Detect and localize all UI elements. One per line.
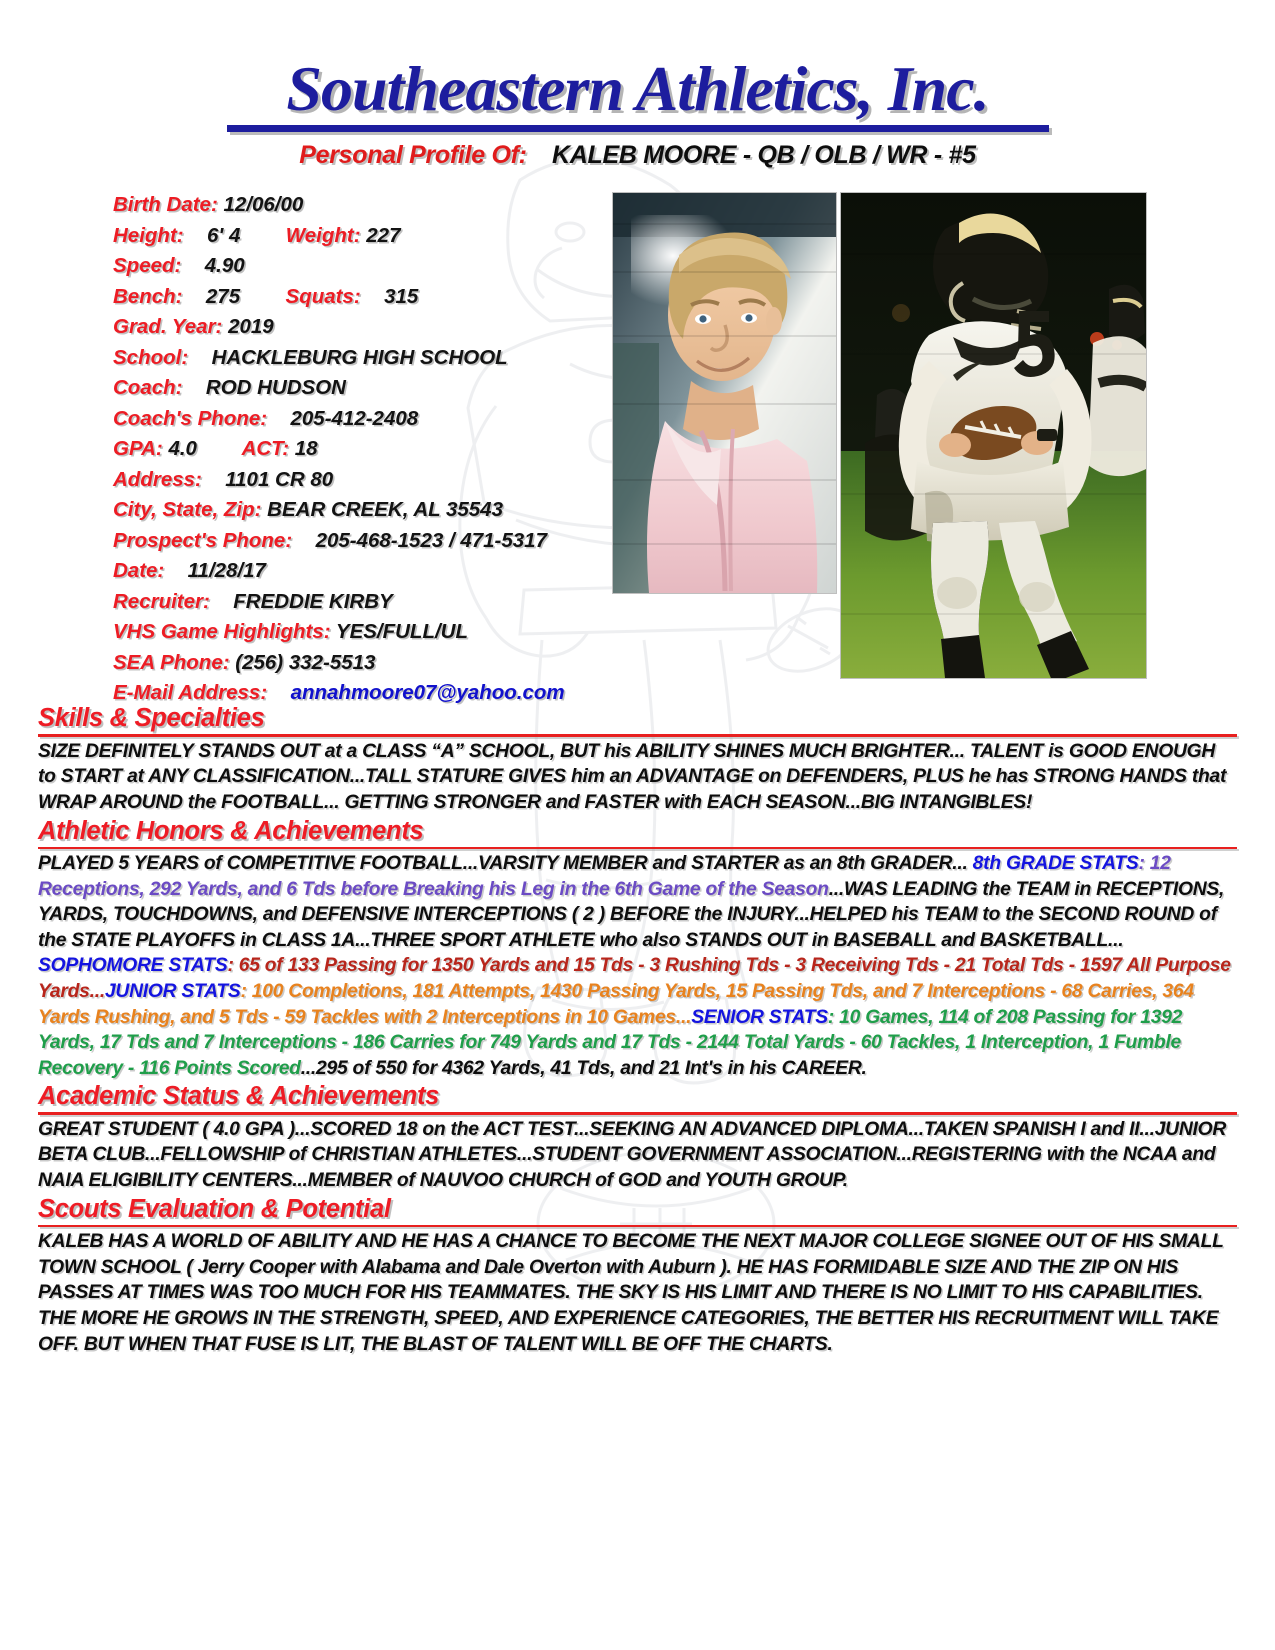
skills-section-rule bbox=[38, 734, 1237, 737]
grad-year-label: Grad. Year: bbox=[113, 315, 223, 339]
date-label: Date: bbox=[113, 559, 165, 583]
document-masthead bbox=[0, 0, 1275, 170]
prospect-phone-value: 205-468-1523 / 471-5317 bbox=[315, 528, 547, 552]
athletic-section-body bbox=[38, 851, 1237, 1081]
act-label: ACT: bbox=[241, 437, 290, 461]
profile-label: Personal Profile Of: bbox=[299, 141, 527, 170]
info-row-email bbox=[113, 678, 633, 709]
academic-paragraph: GREAT STUDENT ( 4.0 GPA )...SCORED 18 on the ACT TEST...SEEKING AN ADVANCED DIPLOMA...TAKEN SPANISH I and II...JUNIOR BETA CLUB...FELLOWSHIP of CHRISTIAN ATHLETES...STUDENT GOVERNMENT ASSOCIATION...REGISTERING with the NCAA and NAIA ELIGIBILITY CENTERS...MEMBER of NAUVOO CHURCH of GOD and YOUTH GROUP. bbox=[38, 1118, 1227, 1192]
info-row-vhs-highlights bbox=[113, 617, 633, 648]
eighth-grade-stats-tail: ...WAS LEADING the TEAM in RECEPTIONS, YARDS, TOUCHDOWNS, and DEFENSIVE INTERCEPTIONS ( 2 ) BEFORE the INJURY...HELPED his TEAM to the SECOND ROUND of the STATE PLAYOFFS in CLASS 1A...THREE SPORT ATHLETE who also STANDS OUT in BASEBALL and BASKETBALL... bbox=[38, 878, 1225, 951]
player-summary-area bbox=[0, 184, 1275, 705]
senior-stats-label: SENIOR STATS bbox=[691, 1006, 828, 1028]
info-row-speed bbox=[113, 251, 633, 282]
coach-label: Coach: bbox=[113, 376, 183, 400]
coach-phone-label: Coach's Phone: bbox=[113, 406, 268, 430]
squats-label: Squats: bbox=[285, 284, 361, 308]
info-row-sea-phone bbox=[113, 648, 633, 679]
info-row-height-weight bbox=[113, 221, 633, 252]
junior-stats-body: : 100 Completions, 181 Attempts, 1430 Passing Yards, 15 Passing Tds, and 7 Interceptions - 68 Carries, 364 Yards Rushing, and 5 Tds - 59 Tackles with 2 Interceptions in 10 Games... bbox=[38, 981, 1194, 1028]
info-row-school bbox=[113, 343, 633, 374]
scouts-section-body bbox=[38, 1229, 1237, 1357]
academic-section-rule bbox=[38, 1112, 1237, 1115]
gpa-value: 4.0 bbox=[168, 437, 197, 461]
vhs-value: YES/FULL/UL bbox=[335, 620, 468, 644]
coach-phone-value: 205-412-2408 bbox=[290, 406, 419, 430]
coach-value: ROD HUDSON bbox=[205, 376, 346, 400]
sea-phone-label: SEA Phone: bbox=[113, 650, 230, 674]
section-scouts-evaluation bbox=[38, 1194, 1237, 1357]
speed-value: 4.90 bbox=[204, 254, 245, 278]
school-label: School: bbox=[113, 345, 189, 369]
info-row-coach bbox=[113, 373, 633, 404]
info-row-date bbox=[113, 556, 633, 587]
weight-value: 227 bbox=[366, 223, 401, 247]
info-row-bench-squats bbox=[113, 282, 633, 313]
info-row-recruiter bbox=[113, 587, 633, 618]
recruiter-label: Recruiter: bbox=[113, 589, 210, 613]
section-athletic-honors bbox=[38, 816, 1237, 1082]
height-label: Height: bbox=[113, 223, 184, 247]
grad-year-value: 2019 bbox=[228, 315, 274, 339]
info-row-birth-date bbox=[113, 190, 633, 221]
act-value: 18 bbox=[294, 437, 318, 461]
info-row-prospect-phone bbox=[113, 526, 633, 557]
info-row-coach-phone bbox=[113, 404, 633, 435]
eighth-grade-stats-body: : 12 Receptions, 292 Yards, and 6 Tds before Breaking his Leg in the 6th Game of the Season bbox=[38, 853, 1171, 900]
height-value: 6' 4 bbox=[207, 223, 241, 247]
email-value[interactable]: annahmoore07@yahoo.com bbox=[290, 681, 565, 705]
skills-paragraph: SIZE DEFINITELY STANDS OUT at a CLASS “A” SCHOOL, BUT his ABILITY SHINES MUCH BRIGHTER... TALENT is GOOD ENOUGH to START at ANY CLASSIFICATION...TALL STATURE GIVES him an ADVANTAGE on DEFENDERS, PLUS he has STRONG HANDS that WRAP AROUND the FOOTBALL... GETTING STRONGER and FASTER with EACH SEASON...BIG INTANGIBLES! bbox=[38, 740, 1227, 813]
profile-player-name: KALEB MOORE - QB / OLB / WR - #5 bbox=[551, 141, 976, 170]
skills-section-body bbox=[38, 739, 1237, 816]
birth-date-value: 12/06/00 bbox=[223, 193, 304, 217]
player-info-block bbox=[113, 190, 633, 709]
squats-value: 315 bbox=[384, 284, 419, 308]
athletic-intro-text: PLAYED 5 YEARS of COMPETITIVE FOOTBALL...VARSITY MEMBER and STARTER as an 8th GRADER... bbox=[38, 853, 968, 875]
recruiter-value: FREDDIE KIRBY bbox=[233, 589, 393, 613]
junior-stats-label: JUNIOR STATS bbox=[104, 981, 241, 1003]
birth-date-label: Birth Date: bbox=[113, 193, 218, 217]
info-row-address bbox=[113, 465, 633, 496]
skills-section-title: Skills & Specialties bbox=[38, 704, 265, 733]
athletic-stats-paragraph bbox=[38, 851, 1237, 1081]
player-portrait-photo bbox=[612, 192, 837, 594]
sophomore-stats-label: SOPHOMORE STATS bbox=[38, 955, 228, 977]
prospect-phone-label: Prospect's Phone: bbox=[113, 528, 293, 552]
address-label: Address: bbox=[113, 467, 202, 491]
title-underline-rule bbox=[227, 125, 1049, 132]
scouts-paragraph: KALEB HAS A WORLD OF ABILITY AND HE HAS A CHANCE TO BECOME THE NEXT MAJOR COLLEGE SIGNEE OUT OF HIS SMALL TOWN SCHOOL ( Jerry Cooper with Alabama and Dale Overton with Auburn ). HE HAS FORMIDABLE SIZE AND THE ZIP ON HIS PASSES AT TIMES WAS TOO MUCH FOR HIS TEAMMATES. THE SKY IS HIS LIMIT AND THERE IS NO LIMIT TO HIS CAPABILITIES. THE MORE HE GROWS IN THE STRENGTH, SPEED, AND EXPERIENCE CATEGORIES, THE BETTER HIS RECRUITMENT WILL TAKE OFF. BUT WHEN THAT FUSE IS LIT, THE BLAST OF TALENT WILL BE OFF THE CHARTS. bbox=[38, 1231, 1224, 1355]
bench-label: Bench: bbox=[113, 284, 183, 308]
athletic-section-rule bbox=[38, 847, 1237, 850]
sea-phone-value: (256) 332-5513 bbox=[235, 650, 376, 674]
gpa-label: GPA: bbox=[113, 437, 163, 461]
academic-section-title: Academic Status & Achievements bbox=[38, 1082, 440, 1111]
eighth-grade-stats-label: 8th GRADE STATS bbox=[972, 853, 1139, 875]
scouts-section-rule bbox=[38, 1225, 1237, 1228]
athletic-section-title: Athletic Honors & Achievements bbox=[38, 816, 424, 845]
city-state-zip-value: BEAR CREEK, AL 35543 bbox=[267, 498, 503, 522]
scouts-section-title: Scouts Evaluation & Potential bbox=[38, 1194, 391, 1223]
senior-stats-body: : 10 Games, 114 of 208 Passing for 1392 Yards, 17 Tds and 7 Interceptions - 186 Carries for 749 Yards and 17 Tds - 2144 Total Yards - 60 Tackles, 1 Interception, 1 Fumble Recovery - 116 Points Scored bbox=[38, 1006, 1183, 1079]
profile-subheading bbox=[0, 141, 1275, 170]
info-row-city-state-zip bbox=[113, 495, 633, 526]
info-row-grad-year bbox=[113, 312, 633, 343]
career-totals-text: ...295 of 550 for 4362 Yards, 41 Tds, and 21 Int's in his CAREER. bbox=[300, 1057, 867, 1079]
date-value: 11/28/17 bbox=[187, 559, 266, 583]
info-row-gpa-act bbox=[113, 434, 633, 465]
section-skills-and-specialties bbox=[38, 703, 1237, 815]
academic-section-body bbox=[38, 1117, 1237, 1194]
city-state-zip-label: City, State, Zip: bbox=[113, 498, 262, 522]
bench-value: 275 bbox=[205, 284, 241, 308]
player-action-photo bbox=[840, 192, 1147, 679]
weight-label: Weight: bbox=[285, 223, 361, 247]
company-title: Southeastern Athletics, Inc. bbox=[286, 53, 989, 124]
school-value: HACKLEBURG HIGH SCHOOL bbox=[211, 345, 508, 369]
vhs-label: VHS Game Highlights: bbox=[113, 620, 331, 644]
section-academic-status bbox=[38, 1081, 1237, 1193]
address-value: 1101 CR 80 bbox=[225, 467, 334, 491]
email-label: E-Mail Address: bbox=[113, 681, 268, 705]
speed-label: Speed: bbox=[113, 254, 182, 278]
sophomore-stats-body: : 65 of 133 Passing for 1350 Yards and 15 Tds - 3 Rushing Tds - 3 Receiving Tds - 21 Total Tds - 1597 All Purpose Yards... bbox=[38, 955, 1231, 1003]
